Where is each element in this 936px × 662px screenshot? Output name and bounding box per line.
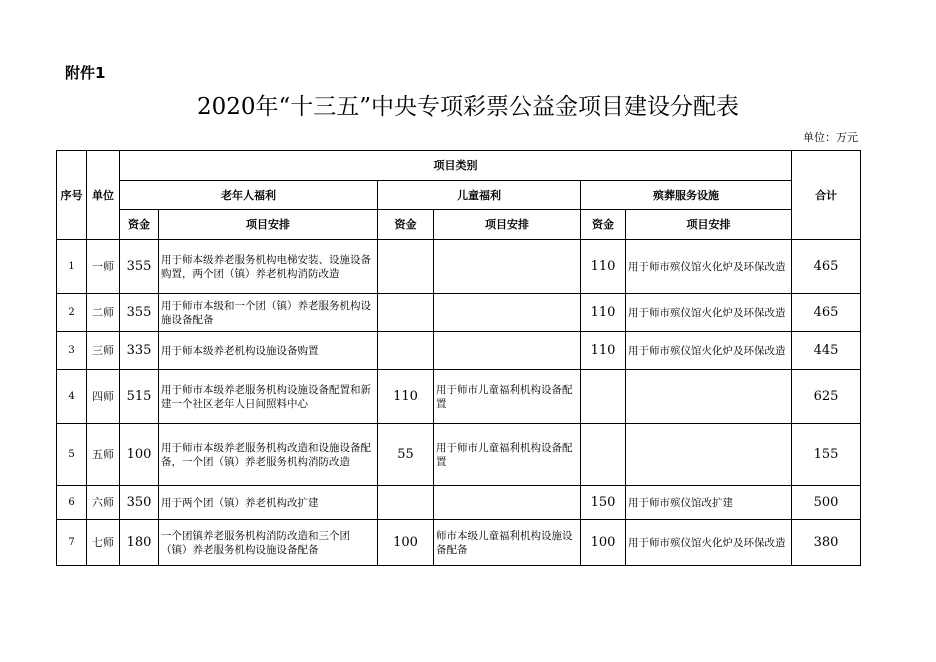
cell-unit: 三师 xyxy=(87,332,120,370)
cell-children-fund xyxy=(378,294,434,332)
cell-children-fund xyxy=(378,486,434,520)
cell-children-desc: 用于师市儿童福利机构设备配置 xyxy=(434,370,581,424)
cell-elderly-fund: 355 xyxy=(120,240,159,294)
cell-elderly-desc: 用于师市本级养老服务机构设施设备配置和新建一个社区老年人日间照料中心 xyxy=(159,370,378,424)
cell-total: 625 xyxy=(792,370,861,424)
cell-elderly-fund: 100 xyxy=(120,424,159,486)
cell-elderly-desc: 一个团镇养老服务机构消防改造和三个团（镇）养老服务机构设施设备配备 xyxy=(159,520,378,566)
cell-funeral-fund: 110 xyxy=(581,332,626,370)
allocation-table xyxy=(56,150,861,566)
header-category: 项目类别 xyxy=(120,151,792,181)
cell-total: 445 xyxy=(792,332,861,370)
cell-elderly-desc: 用于两个团（镇）养老机构改扩建 xyxy=(159,486,378,520)
cell-total: 155 xyxy=(792,424,861,486)
cell-children-fund: 100 xyxy=(378,520,434,566)
header-elderly-arrangement: 项目安排 xyxy=(159,210,378,240)
table-row xyxy=(57,520,861,566)
table-row xyxy=(57,240,861,294)
header-elderly: 老年人福利 xyxy=(120,181,378,210)
header-children-fund: 资金 xyxy=(378,210,434,240)
cell-funeral-desc: 用于师市殡仪馆火化炉及环保改造 xyxy=(626,240,792,294)
cell-funeral-fund: 150 xyxy=(581,486,626,520)
cell-funeral-fund: 110 xyxy=(581,294,626,332)
cell-elderly-desc: 用于师本级养老机构设施设备购置 xyxy=(159,332,378,370)
table-row xyxy=(57,486,861,520)
cell-elderly-fund: 180 xyxy=(120,520,159,566)
header-elderly-fund: 资金 xyxy=(120,210,159,240)
cell-funeral-fund: 100 xyxy=(581,520,626,566)
header-children-arrangement: 项目安排 xyxy=(434,210,581,240)
cell-elderly-desc: 用于师本级养老服务机构电梯安装、设施设备购置，两个团（镇）养老机构消防改造 xyxy=(159,240,378,294)
cell-total: 465 xyxy=(792,294,861,332)
header-seq: 序号 xyxy=(57,151,87,240)
cell-unit: 二师 xyxy=(87,294,120,332)
page-title: 2020年“十三五”中央专项彩票公益金项目建设分配表 xyxy=(196,94,740,120)
cell-seq: 2 xyxy=(57,294,87,332)
cell-children-desc xyxy=(434,240,581,294)
cell-seq: 4 xyxy=(57,370,87,424)
cell-seq: 5 xyxy=(57,424,87,486)
header-funeral-arrangement: 项目安排 xyxy=(626,210,792,240)
cell-funeral-desc: 用于师市殡仪馆火化炉及环保改造 xyxy=(626,332,792,370)
cell-children-fund: 110 xyxy=(378,370,434,424)
table-row xyxy=(57,424,861,486)
cell-funeral-desc: 用于师市殡仪馆改扩建 xyxy=(626,486,792,520)
table-row xyxy=(57,370,861,424)
cell-children-fund xyxy=(378,240,434,294)
cell-seq: 6 xyxy=(57,486,87,520)
cell-elderly-fund: 350 xyxy=(120,486,159,520)
cell-elderly-desc: 用于师市本级和一个团（镇）养老服务机构设施设备配备 xyxy=(159,294,378,332)
cell-children-fund: 55 xyxy=(378,424,434,486)
cell-total: 380 xyxy=(792,520,861,566)
cell-funeral-desc: 用于师市殡仪馆火化炉及环保改造 xyxy=(626,520,792,566)
cell-seq: 3 xyxy=(57,332,87,370)
cell-elderly-fund: 335 xyxy=(120,332,159,370)
cell-unit: 一师 xyxy=(87,240,120,294)
attachment-label: 附件1 xyxy=(65,64,106,82)
cell-elderly-fund: 355 xyxy=(120,294,159,332)
cell-seq: 1 xyxy=(57,240,87,294)
cell-unit: 四师 xyxy=(87,370,120,424)
cell-funeral-fund: 110 xyxy=(581,240,626,294)
cell-funeral-desc xyxy=(626,424,792,486)
cell-elderly-desc: 用于师市本级养老服务机构改造和设施设备配备，一个团（镇）养老服务机构消防改造 xyxy=(159,424,378,486)
table-row xyxy=(57,332,861,370)
cell-elderly-fund: 515 xyxy=(120,370,159,424)
cell-children-desc: 师市本级儿童福利机构设施设备配备 xyxy=(434,520,581,566)
header-children: 儿童福利 xyxy=(378,181,581,210)
cell-children-desc xyxy=(434,332,581,370)
cell-children-fund xyxy=(378,332,434,370)
header-funeral-fund: 资金 xyxy=(581,210,626,240)
header-total: 合计 xyxy=(792,151,861,240)
cell-funeral-fund xyxy=(581,424,626,486)
cell-funeral-desc xyxy=(626,370,792,424)
cell-total: 500 xyxy=(792,486,861,520)
cell-unit: 六师 xyxy=(87,486,120,520)
cell-seq: 7 xyxy=(57,520,87,566)
cell-funeral-desc: 用于师市殡仪馆火化炉及环保改造 xyxy=(626,294,792,332)
cell-total: 465 xyxy=(792,240,861,294)
header-funeral: 殡葬服务设施 xyxy=(581,181,792,210)
table-row xyxy=(57,294,861,332)
unit-label: 单位：万元 xyxy=(803,131,858,144)
cell-children-desc: 用于师市儿童福利机构设备配置 xyxy=(434,424,581,486)
cell-children-desc xyxy=(434,294,581,332)
cell-unit: 五师 xyxy=(87,424,120,486)
cell-unit: 七师 xyxy=(87,520,120,566)
cell-funeral-fund xyxy=(581,370,626,424)
header-unit: 单位 xyxy=(87,151,120,240)
cell-children-desc xyxy=(434,486,581,520)
